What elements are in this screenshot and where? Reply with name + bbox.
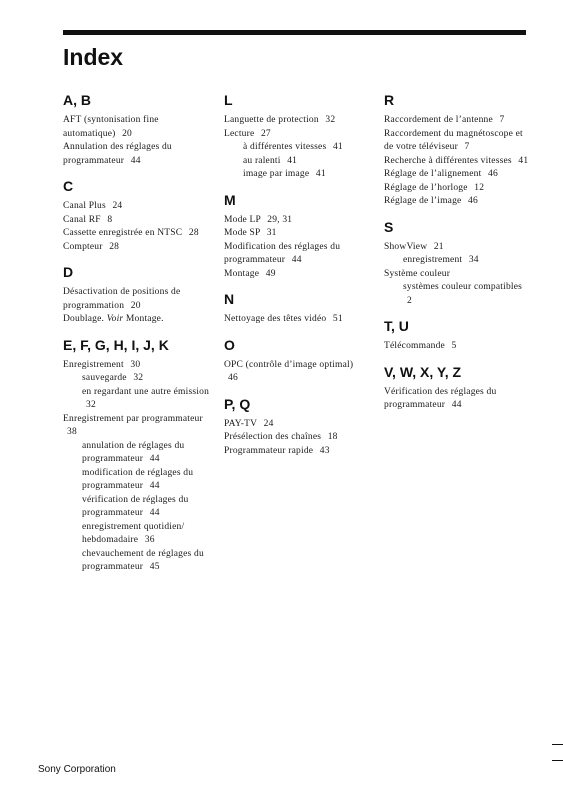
section-letter-heading: A, B [63,92,91,108]
entry-term: Télécommande [384,341,445,351]
entry-term: sauvegarde [82,373,127,383]
section-letter-heading: V, W, X, Y, Z [384,363,462,380]
index-entry [224,431,369,445]
entry-term: Lecture [224,128,255,139]
entry-term: Réglage de l’horloge [384,182,468,193]
index-section [63,92,211,168]
page-reference: 7 [499,115,505,125]
page-reference: 41 [287,155,298,166]
index-entry [63,286,211,313]
entry-term: Compteur [63,241,103,252]
entry-term: Recherche à différentes vitesses [384,155,512,166]
index-section [384,92,529,209]
index-section [224,337,369,386]
see-reference-target: Montage. [125,314,164,324]
see-reference-label: Voir [106,314,124,324]
page-reference: 12 [474,182,485,193]
index-entry [63,359,211,373]
entry-term: Canal Plus [63,201,106,211]
page-reference: 32 [133,373,144,383]
page-reference: 28 [188,228,199,238]
index-subentry [63,494,211,521]
page-reference: 46 [468,196,478,206]
section-letter-heading: P, Q [224,395,251,412]
page-reference: 5 [451,341,457,351]
index-subentry [384,254,529,268]
top-rule [63,30,526,35]
index-section [63,337,211,575]
entry-term: annulation de réglages du programmateur [82,440,185,464]
index-entry [384,155,529,169]
page-reference: 44 [130,155,141,166]
index-section [224,192,369,282]
index-subentry [63,467,211,494]
entry-term: ShowView [384,241,428,252]
index-entry [384,386,529,413]
index-column-2 [224,92,369,468]
index-subentry [224,155,369,169]
page-reference: 34 [468,255,479,265]
index-entry [63,413,211,440]
index-subentry [384,281,529,308]
entry-term: Nettoyage des têtes vidéo [224,314,327,324]
page-reference: 44 [149,508,160,518]
entry-term: AFT (syntonisation fine automatique) [63,115,159,139]
footer-publisher: Sony Corporation [38,764,116,775]
entry-term: Cassette enregistrée en NTSC [63,228,183,238]
page-reference: 7 [464,142,470,152]
index-section [63,178,211,254]
page-reference: 46 [488,169,498,179]
index-entry [384,128,529,155]
index-entry [224,359,369,386]
index-entry [63,227,211,241]
index-subentry [63,548,211,575]
index-entry [63,241,211,255]
page-reference: 24 [112,201,123,211]
page-title: Index [63,44,124,70]
index-entry [384,114,529,128]
entry-term: Présélection des chaînes [224,432,322,442]
index-entry [384,241,529,255]
page-reference: 30 [130,359,141,370]
index-entry [384,195,529,209]
entry-term: Vérification des réglages du programmateur [384,386,497,410]
entry-term: Languette de protection [224,115,319,125]
entry-term: enregistrement [403,255,463,265]
index-subentry [63,372,211,386]
page-reference: 21 [433,241,444,252]
edge-mark-upper [552,744,563,745]
entry-term: Doublage. [63,314,105,324]
index-entry [384,182,529,196]
section-letter-heading: L [224,92,233,108]
entry-term: Enregistrement par programmateur [63,413,203,424]
entry-term: PAY-TV [224,418,258,429]
entry-term: Réglage de l’image [384,196,462,206]
page-reference: 38 [67,427,77,437]
section-letter-heading: S [384,218,394,235]
entry-term: Désactivation de positions de programmation [63,287,181,311]
entry-term: Annulation des réglages du programmateur [63,142,172,166]
page-reference: 51 [332,314,343,324]
entry-term: Réglage de l’alignement [384,169,482,179]
index-subentry [63,440,211,467]
entry-term: à différentes vitesses [243,142,327,152]
page-reference: 20 [122,128,133,139]
index-entry [384,168,529,182]
section-letter-heading: D [63,264,74,280]
entry-term: image par image [243,169,310,179]
index-entry [63,214,211,228]
page-reference: 32 [325,115,336,125]
index-section [224,396,369,459]
page-reference: 2 [407,295,412,306]
entry-term: chevauchement de réglages du programmateur [82,548,204,572]
section-letter-heading: C [63,178,74,194]
index-entry [224,418,369,432]
entry-term: Mode SP [224,228,261,238]
page-reference: 45 [149,562,160,572]
page-reference: 41 [518,155,529,166]
entry-term: Raccordement de l’antenne [384,115,493,125]
index-entry [63,114,211,141]
index-subentry [224,141,369,155]
entry-term: Montage [224,268,260,279]
index-entry [224,128,369,142]
page-reference: 44 [149,481,160,491]
entry-term: enregistrement quotidien/ hebdomadaire [82,521,185,545]
entry-term: Raccordement du magnétoscope et de votre téléviseur [384,128,523,152]
index-entry [224,227,369,241]
entry-term: au ralenti [243,155,281,166]
page-reference: 46 [228,373,238,383]
index-entry [224,214,369,228]
page-reference: 49 [265,268,276,279]
index-entry [224,268,369,282]
index-entry [224,445,369,459]
index-entry [224,313,369,327]
entry-term: modification de réglages du programmateur [82,467,194,491]
section-letter-heading: M [224,191,236,208]
page-reference: 31 [266,228,277,238]
index-subentry [224,168,369,182]
entry-term: Enregistrement [63,359,124,370]
page-reference: 43 [319,445,330,456]
index-section [224,291,369,327]
index-entry [384,268,529,282]
index-entry [63,200,211,214]
entry-term: Modification des réglages du programmateur [224,241,341,265]
page-reference: 41 [315,169,326,179]
index-section [63,264,211,327]
page-reference: 28 [109,241,120,252]
section-letter-heading: T, U [384,318,409,334]
index-entry [63,313,211,327]
section-letter-heading: R [384,92,395,108]
page-reference: 36 [144,535,155,545]
entry-term: Système couleur [384,268,451,279]
page-reference: 44 [291,255,302,265]
index-entry [384,340,529,354]
index-column-1 [63,92,211,585]
entry-term: OPC (contrôle d’image optimal) [224,359,354,370]
entry-term: en regardant une autre émission [82,386,210,397]
page-reference: 8 [107,214,113,225]
entry-term: Programmateur rapide [224,445,314,456]
page-reference: 20 [130,300,141,311]
page-reference: 18 [327,432,338,442]
index-section [224,92,369,182]
index-section [384,318,529,354]
index-section [384,219,529,309]
section-letter-heading: N [224,291,235,307]
entry-term: vérification de réglages du programmateur [82,494,189,518]
section-letter-heading: E, F, G, H, I, J, K [63,336,169,353]
page-reference: 32 [86,400,96,410]
page-reference: 27 [260,128,271,139]
index-column-3 [384,92,529,423]
page-reference: 44 [149,454,160,464]
edge-mark-lower [552,760,563,761]
page-reference: 29, 31 [267,214,293,225]
index-entry [224,241,369,268]
entry-term: Canal RF [63,214,101,225]
page-reference: 24 [263,418,274,429]
index-entry [224,114,369,128]
entry-term: systèmes couleur compatibles [403,282,523,292]
page-reference: 41 [332,142,343,152]
page-reference: 44 [451,400,462,410]
index-subentry [63,521,211,548]
section-letter-heading: O [224,336,235,353]
index-entry [63,141,211,168]
index-section [384,364,529,413]
index-subentry [63,386,211,413]
entry-term: Mode LP [224,214,261,225]
